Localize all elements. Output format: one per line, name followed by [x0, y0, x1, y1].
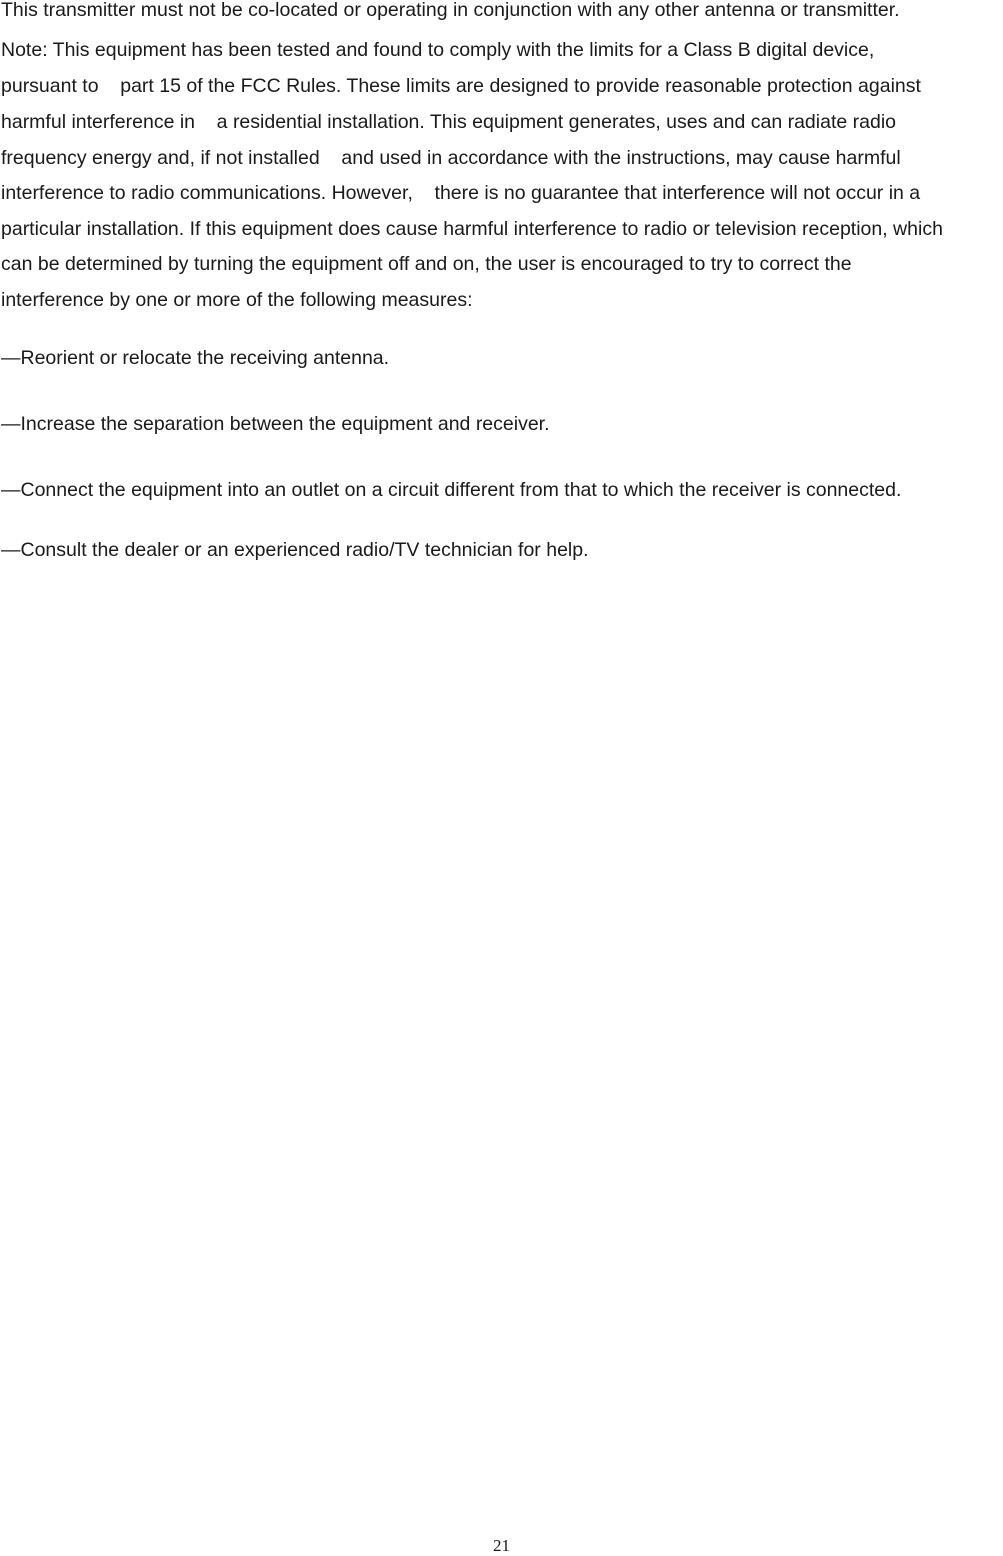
- page-number: 21: [493, 1536, 510, 1555]
- note-line: pursuant to part 15 of the FCC Rules. These limits are designed to provide reasonable protection against: [1, 75, 921, 97]
- measure-item: —Increase the separation between the equipment and receiver.: [1, 413, 550, 435]
- measure-item: —Consult the dealer or an experienced radio/TV technician for help.: [1, 539, 589, 561]
- note-line: interference by one or more of the following measures:: [1, 289, 473, 311]
- note-line: frequency energy and, if not installed and used in accordance with the instructions, may cause harmful: [1, 147, 901, 169]
- note-line: harmful interference in a residential installation. This equipment generates, uses and can radiate radio: [1, 111, 896, 133]
- note-line: particular installation. If this equipment does cause harmful interference to radio or television reception, which: [1, 218, 943, 240]
- intro-statement: This transmitter must not be co-located or operating in conjunction with any other antenna or transmitter.: [1, 0, 900, 21]
- measure-item: —Connect the equipment into an outlet on a circuit different from that to which the receiver is connected.: [1, 479, 902, 501]
- note-line: Note: This equipment has been tested and found to comply with the limits for a Class B digital device,: [1, 39, 875, 61]
- measure-item: —Reorient or relocate the receiving antenna.: [1, 347, 390, 369]
- note-line: interference to radio communications. However, there is no guarantee that interference will not occur in a: [1, 182, 921, 204]
- note-line: can be determined by turning the equipment off and on, the user is encouraged to try to correct the: [1, 253, 852, 275]
